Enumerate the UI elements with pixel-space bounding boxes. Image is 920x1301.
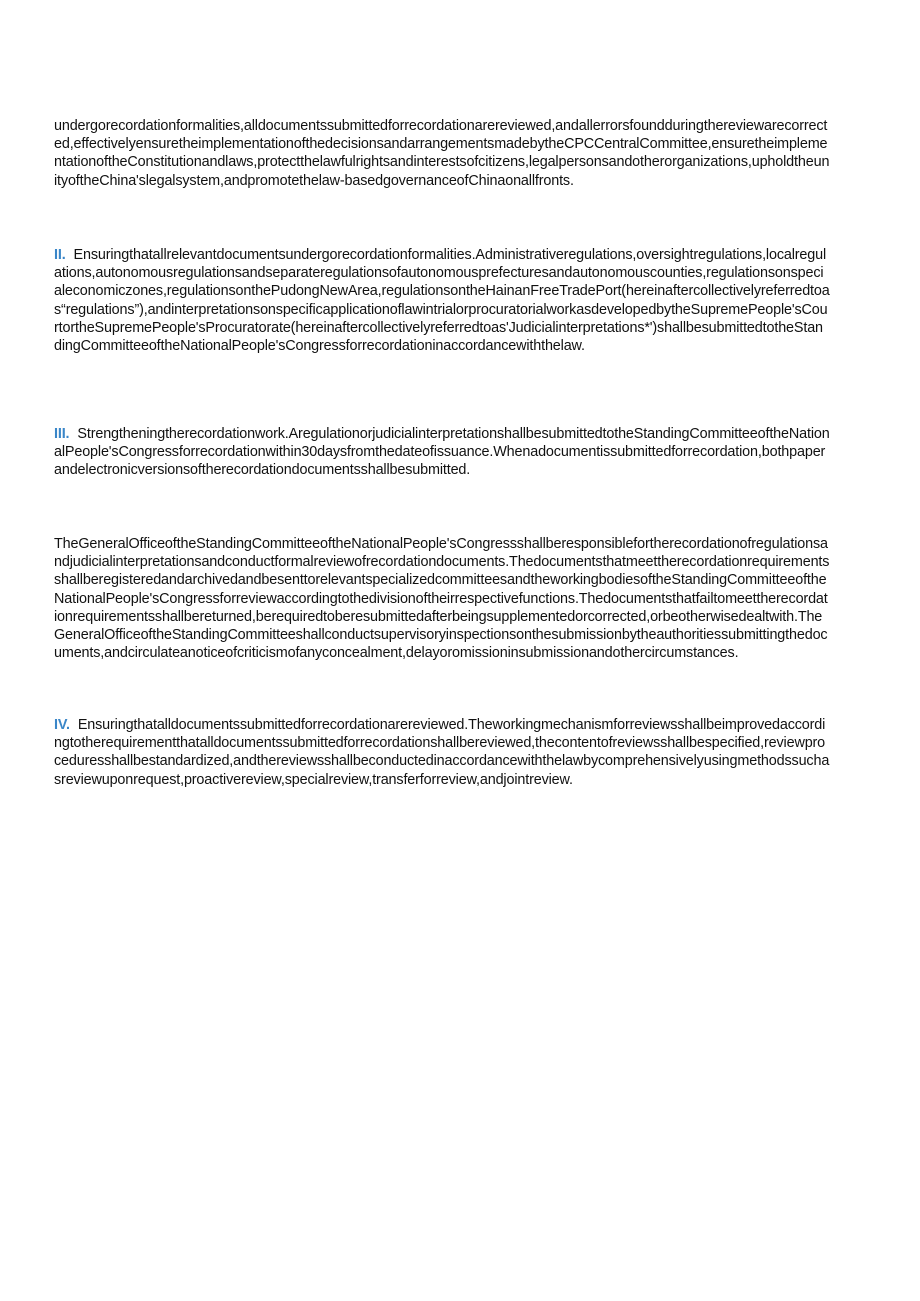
paragraph-text: Ensuringthatallrelevantdocumentsundergorecordationformalities.Administrativeregulations,oversightregulations,localregulations,autonomousregulationsandseparateregulationsofautonomousprefecturesandautonomouscounties,regulationsonspecialeconomiczones,regulationsonthePudongNewArea,regulationsontheHainanFreeTradePort(hereinaftercollectivelyreferredtoas“regulations”),andinterpretationsonspecificapplicationoflawintrialorprocuratorialworkasdevelopedbytheSupremePeople'sCourtortheSupremePeople'sProcuratorate(hereinaftercollectivelyreferredtoas'Judicialinterpretations*')shallbesubmittedtotheStandingCommitteeoftheNationalPeople'sCongressforrecordationinaccordancewiththelaw. — [54, 247, 830, 355]
paragraph-continuation — [54, 117, 830, 190]
paragraph-text: Strengtheningtherecordationwork.AregulationorjudicialinterpretationshallbesubmittedtotheStandingCommitteeoftheNationalPeople'sCongressforrecordationwithin30daysfromthedateofissuance.Whenadocumentissubmittedforrecordation,bothpaperandelectronicversionsoftherecordationdocumentsshallbesubmitted. — [54, 426, 830, 479]
paragraph-text: undergorecordationformalities,alldocumentssubmittedforrecordationarereviewed,andallerrorsfoundduringthereviewarecorrected,effectivelyensuretheimplementationofthedecisionsandarrangementsmadebytheCPCCentralCommittee,ensuretheimplementationoftheConstitutionandlaws,protectthelawfulrightsandinterestsofcitizens,legalpersonsandotherorganizations,upholdtheunityoftheChina'slegalsystem,andpromotethelaw-basedgovernanceofChinaonallfronts. — [54, 118, 830, 189]
section-number: IV. — [54, 717, 70, 733]
paragraph-text: Ensuringthatalldocumentssubmittedforrecordationarereviewed.Theworkingmechanismforreviewsshallbeimprovedaccordingtotherequirementthatalldocumentssubmittedforrecordationshallbereviewed,thecontentofreviewsshallbespecified,reviewproceduresshallbestandardized,andthereviewsshallbeconductedinaccordancewiththelawbycomprehensivelyusingmethodssuchasreviewuponrequest,proactivereview,specialreview,transferforreview,andjointreview. — [54, 717, 830, 788]
section-number: III. — [54, 426, 70, 442]
section-ii-paragraph — [54, 246, 830, 355]
section-number: II. — [54, 247, 66, 263]
section-iv-paragraph — [54, 716, 830, 789]
general-office-paragraph — [54, 535, 830, 662]
paragraph-text: TheGeneralOfficeoftheStandingCommitteeoftheNationalPeople'sCongressshallberesponsiblefortherecordationofregulationsandjudicialinterpretationsandconductformalreviewofrecordationdocuments.ThedocumentsthatmeettherecordationrequirementsshallberegisteredandarchivedandbesenttorelevantspecializedcommitteesandtheworkingbodiesoftheStandingCommitteeoftheNationalPeople'sCongressforreviewaccordingtothedivisionoftheirrespectivefunctions.Thedocumentsthatfailtomeettherecordationrequirementsshallbereturned,berequiredtoberesubmittedafterbeingsupplementedorcorrected,orbeotherwisedealtwith.TheGeneralOfficeoftheStandingCommitteeshallconductsupervisoryinspectionsonthesubmissionbytheauthoritiessubmittingthedocuments,andcirculateanoticeofcriticismofanyconcealment,delayoromissioninsubmissionandothercircumstances. — [54, 536, 830, 662]
section-iii-paragraph — [54, 425, 830, 480]
